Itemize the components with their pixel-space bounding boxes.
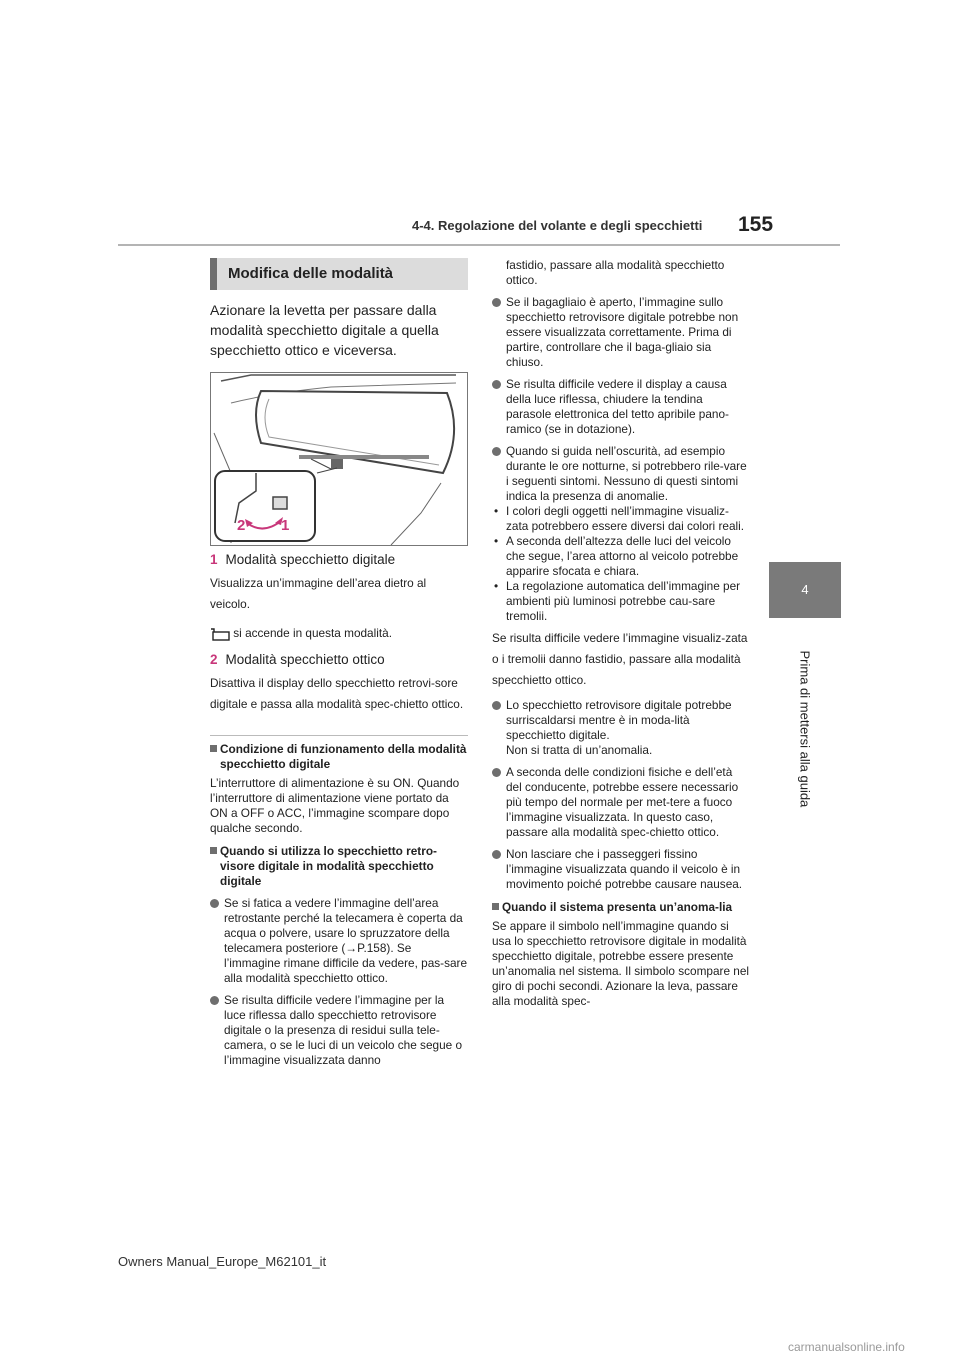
item-desc-2: Disattiva il display dello specchietto retrovi-sore digitale e passa alla modalità spec-chietto ottico.: [210, 676, 464, 711]
item-number-1: 1: [210, 552, 218, 567]
left-column: [210, 258, 468, 1068]
watermark: carmanualsonline.info: [788, 1340, 905, 1354]
bullet-focus-time: A seconda delle condizioni fisiche e dell’età del conducente, potrebbe essere necessario più tempo del normale per met-tere a fuoco l’immagine visualizzata. In questo caso, passare alla modalità spec-chietto ottico.: [492, 765, 750, 840]
header-section-title: 4-4. Regolazione del volante e degli specchietti: [412, 218, 703, 233]
symptom-colors: • I colori degli oggetti nell’immagine visualiz-zata potrebbero essere diversi dai colori reali.: [492, 504, 750, 534]
bullet-night-driving: Quando si guida nell’oscurità, ad esempio durante le ore notturne, si potrebbero rile-vare i seguenti sintomi. Nessuno di questi sintomi indica la presenza di anomalie.: [492, 444, 750, 504]
item-optical-mode: [210, 652, 468, 667]
bullet-passenger-nausea: Non lasciare che i passeggeri fissino l’immagine visualizzata quando il veicolo è in movimento poiché potrebbe causare nausea.: [492, 847, 750, 892]
bullet-sunshade: Se risulta difficile vedere il display a causa della luce riflessa, chiudere la tendina parasole elettronica del tetto apribile pano-ramico (se in dotazione).: [492, 377, 750, 437]
item-digital-mode: [210, 552, 468, 567]
section-title: Modifica delle modalità: [210, 258, 468, 290]
chapter-title: Prima di mettersi alla guida: [797, 650, 813, 808]
subsection-divider: [210, 735, 468, 736]
item-number-2: 2: [210, 652, 218, 667]
digital-mirror-icon: [210, 627, 230, 640]
mirror-illustration: [210, 372, 468, 546]
item-desc-1: Visualizza un’immagine dell’area dietro al veicolo.: [210, 576, 427, 611]
symptom-headlights: • A seconda dell’altezza delle luci del veicolo che segue, l’area attorno al veicolo potrebbe apparire sfocata e chiara.: [492, 534, 750, 579]
bullet-continuation: fastidio, passare alla modalità specchietto ottico.: [506, 258, 725, 287]
overheat-note: Non si tratta di un’anomalia.: [506, 743, 653, 757]
subsection-title-operating-condition: Condizione di funzionamento della modalità specchietto digitale: [210, 742, 468, 772]
bullet-camera-covered: Se si fatica a vedere l’immagine dell’area retrostante perché la telecamera è coperta da acqua o polvere, usare lo spruzzatore della telecamera posteriore (→P.158). Se l’immagine rimane difficile da vedere, pas-sare alla modalità specchietto ottico.: [210, 896, 468, 986]
bullet-overheat: [492, 698, 750, 758]
digital-indicator-row: [210, 623, 468, 644]
indicator-text: si accende in questa modalità.: [233, 626, 392, 640]
item-title-2: Modalità specchietto ottico: [225, 652, 385, 667]
item-title-1: Modalità specchietto digitale: [225, 552, 396, 567]
symptom-flicker: • La regolazione automatica dell’immagine per ambienti più luminosi potrebbe cau-sare tremolii.: [492, 579, 750, 624]
page-number: 155: [738, 213, 774, 236]
subsection-body-malfunction: Se appare il simbolo nell’immagine quando si usa lo specchietto retrovisore digitale in modalità specchietto digitale, potrebbe essere presente un’anomalia nel sistema. Il simbolo scompare nel giro di pochi secondi. Azionare la leva, passare alla modalità spec-: [492, 919, 750, 1008]
subsection-title-digital-usage: Quando si utilizza lo specchietto retro-visore digitale in modalità specchietto digitale: [210, 844, 468, 889]
intro-text: Azionare la levetta per passare dalla modalità specchietto digitale a quella specchietto ottico e viceversa.: [210, 302, 439, 358]
figure-label-1: 1: [281, 517, 290, 534]
subsection-title-malfunction: Quando il sistema presenta un’anoma-lia: [492, 900, 750, 915]
bullet-reflected-light: Se risulta difficile vedere l’immagine per la luce riflessa dallo specchietto retrovisore digitale o la presenza di residui sulla tele-camera, o se le luci di un veicolo che segue o l’immagine visualizzata danno: [210, 993, 468, 1068]
figure-label-2: 2: [237, 517, 246, 534]
header-divider: [118, 244, 840, 246]
flicker-advice: Se risulta difficile vedere l’immagine visualiz-zata o i tremolii danno fastidio, passare alla modalità specchietto ottico.: [492, 631, 748, 687]
bullet-trunk-open: Se il bagagliaio è aperto, l’immagine sullo specchietto retrovisore digitale potrebbe non essere visualizzata correttamente. Prima di partire, controllare che il baga-gliaio sia chiuso.: [492, 295, 750, 370]
subsection-body-operating-condition: L’interruttore di alimentazione è su ON. Quando l’interruttore di alimentazione viene portato da ON a OFF o ACC, l’immagine scompare dopo qualche secondo.: [210, 776, 460, 835]
right-column: [492, 258, 750, 1009]
mirror-drawing: [211, 373, 467, 545]
footer-manual-id: Owners Manual_Europe_M62101_it: [118, 1254, 327, 1269]
chapter-tab: 4: [769, 562, 841, 618]
overheat-text: Lo specchietto retrovisore digitale potrebbe surriscaldarsi mentre è in moda-lità specchietto digitale.: [506, 698, 732, 742]
